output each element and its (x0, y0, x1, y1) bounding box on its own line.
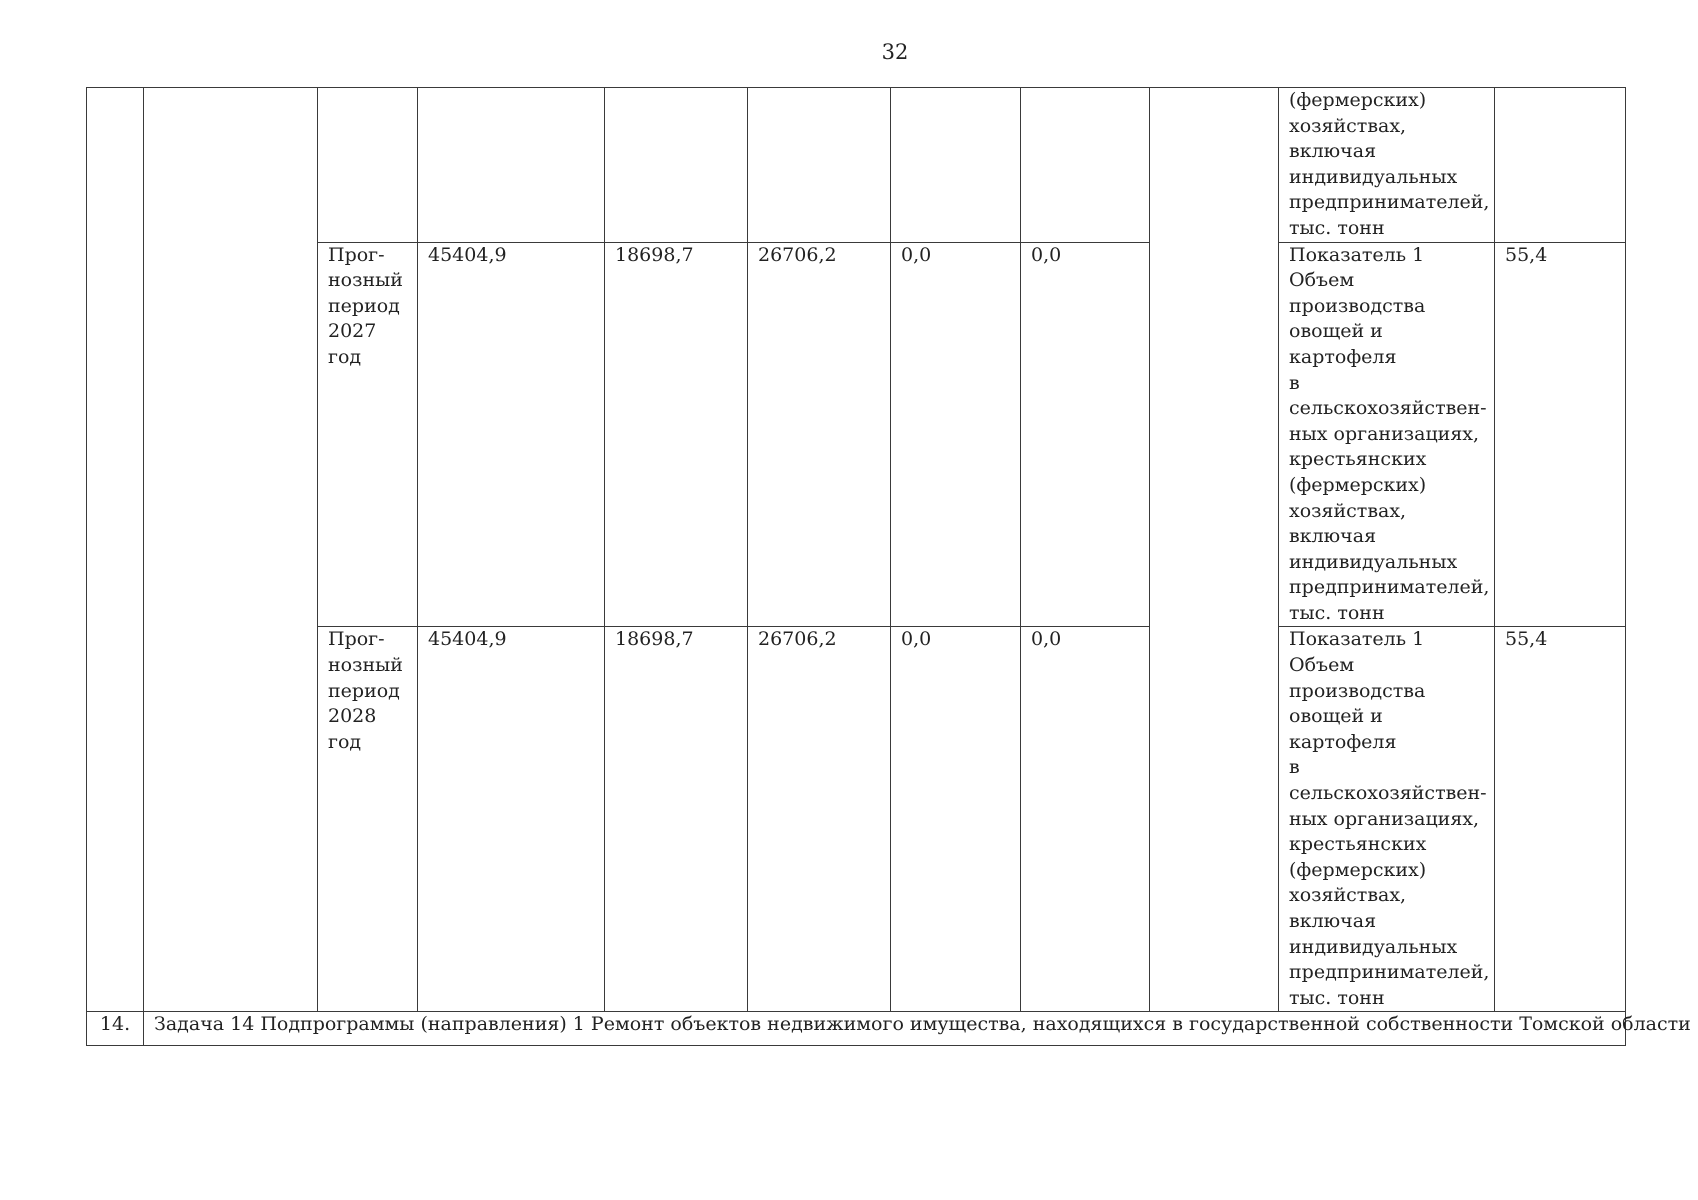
total-cell: 45404,9 (418, 627, 605, 1012)
table-row-2028 (87, 627, 1626, 1012)
indicator-line: хозяйствах, (1289, 884, 1407, 907)
col3-cell: 26706,2 (748, 627, 891, 1012)
indicator-value-cell: 55,4 (1495, 242, 1626, 627)
indicator-line: (фермерских) (1289, 89, 1427, 111)
period-line: Прог- (328, 628, 385, 651)
period-line: 2027 (328, 320, 377, 343)
indicator-line: Показатель 1 (1289, 628, 1425, 651)
col2-cell: 18698,7 (605, 242, 748, 627)
indicator-line: ных организациях, (1289, 422, 1480, 445)
period-cell (318, 242, 418, 627)
cell-name-empty (144, 88, 318, 1012)
indicator-line: индивидуальных (1289, 935, 1458, 958)
program-table (86, 87, 1691, 1046)
period-line: нозный (328, 654, 403, 677)
indicator-cell (1279, 627, 1495, 1012)
indicator-line: индивидуальных (1289, 165, 1458, 188)
period-line: нозный (328, 269, 403, 292)
indicator-line: Объем (1289, 269, 1355, 292)
col4-cell: 0,0 (891, 242, 1021, 627)
indicator-line: сельскохозяйствен- (1289, 782, 1487, 805)
indicator-line: индивидуальных (1289, 550, 1458, 573)
indicator-value-cell: 55,4 (1495, 627, 1626, 1012)
indicator-line: Показатель 1 (1289, 243, 1425, 266)
cell-col5-empty (1021, 88, 1150, 243)
indicator-line: овощей и картофеля (1289, 320, 1397, 368)
indicator-line: хозяйствах, (1289, 499, 1407, 522)
period-line: год (328, 345, 362, 368)
indicator-line: в (1289, 756, 1300, 779)
indicator-line: хозяйствах, (1289, 114, 1407, 137)
indicator-line: предпринимателей, (1289, 191, 1490, 214)
indicator-line: производства (1289, 294, 1426, 317)
cell-col2-empty (605, 88, 748, 243)
table-row-2027 (87, 242, 1626, 627)
col2-cell: 18698,7 (605, 627, 748, 1012)
indicator-cell (1279, 242, 1495, 627)
period-line: 2028 (328, 705, 377, 728)
table-row-continuation (87, 88, 1626, 243)
indicator-line: тыс. тонн (1289, 986, 1385, 1009)
table-row-task-14 (87, 1012, 1626, 1046)
task-number-cell: 14. (87, 1012, 144, 1046)
page-number: 32 (881, 40, 909, 64)
col3-cell: 26706,2 (748, 242, 891, 627)
indicator-line: производства (1289, 679, 1426, 702)
indicator-line: в (1289, 371, 1300, 394)
period-line: год (328, 730, 362, 753)
col5-cell: 0,0 (1021, 242, 1150, 627)
cell-number-empty (87, 88, 144, 1012)
indicator-line: включая (1289, 910, 1377, 932)
indicator-cell (1279, 88, 1495, 243)
col5-cell: 0,0 (1021, 627, 1150, 1012)
cell-period-empty (318, 88, 418, 243)
indicator-line: предпринимателей, (1289, 961, 1490, 984)
cell-col4-empty (891, 88, 1021, 243)
col4-cell: 0,0 (891, 627, 1021, 1012)
period-line: период (328, 679, 400, 702)
indicator-line: овощей и картофеля (1289, 705, 1397, 753)
period-cell (318, 627, 418, 1012)
indicator-line: крестьянских (1289, 833, 1427, 856)
indicator-value-empty (1495, 88, 1626, 243)
cell-total-empty (418, 88, 605, 243)
period-line: Прог- (328, 243, 385, 266)
indicator-line: сельскохозяйствен- (1289, 397, 1487, 420)
indicator-line: Объем (1289, 654, 1355, 677)
period-line: период (328, 294, 400, 317)
indicator-line: включая (1289, 140, 1377, 163)
indicator-line: крестьянских (1289, 448, 1427, 471)
total-cell: 45404,9 (418, 242, 605, 627)
cell-executor-empty (1150, 88, 1279, 1012)
indicator-line: включая (1289, 525, 1377, 548)
indicator-line: тыс. тонн (1289, 601, 1385, 624)
task-title-cell: Задача 14 Подпрограммы (направления) 1 Ремонт объектов недвижимого имущества, находящихся в государственной собственности Томской области (144, 1012, 1626, 1046)
indicator-line: предпринимателей, (1289, 576, 1490, 599)
cell-col3-empty (748, 88, 891, 243)
indicator-line: (фермерских) (1289, 473, 1427, 496)
indicator-line: ных организациях, (1289, 807, 1480, 830)
indicator-line: (фермерских) (1289, 858, 1427, 881)
indicator-line: тыс. тонн (1289, 216, 1385, 239)
